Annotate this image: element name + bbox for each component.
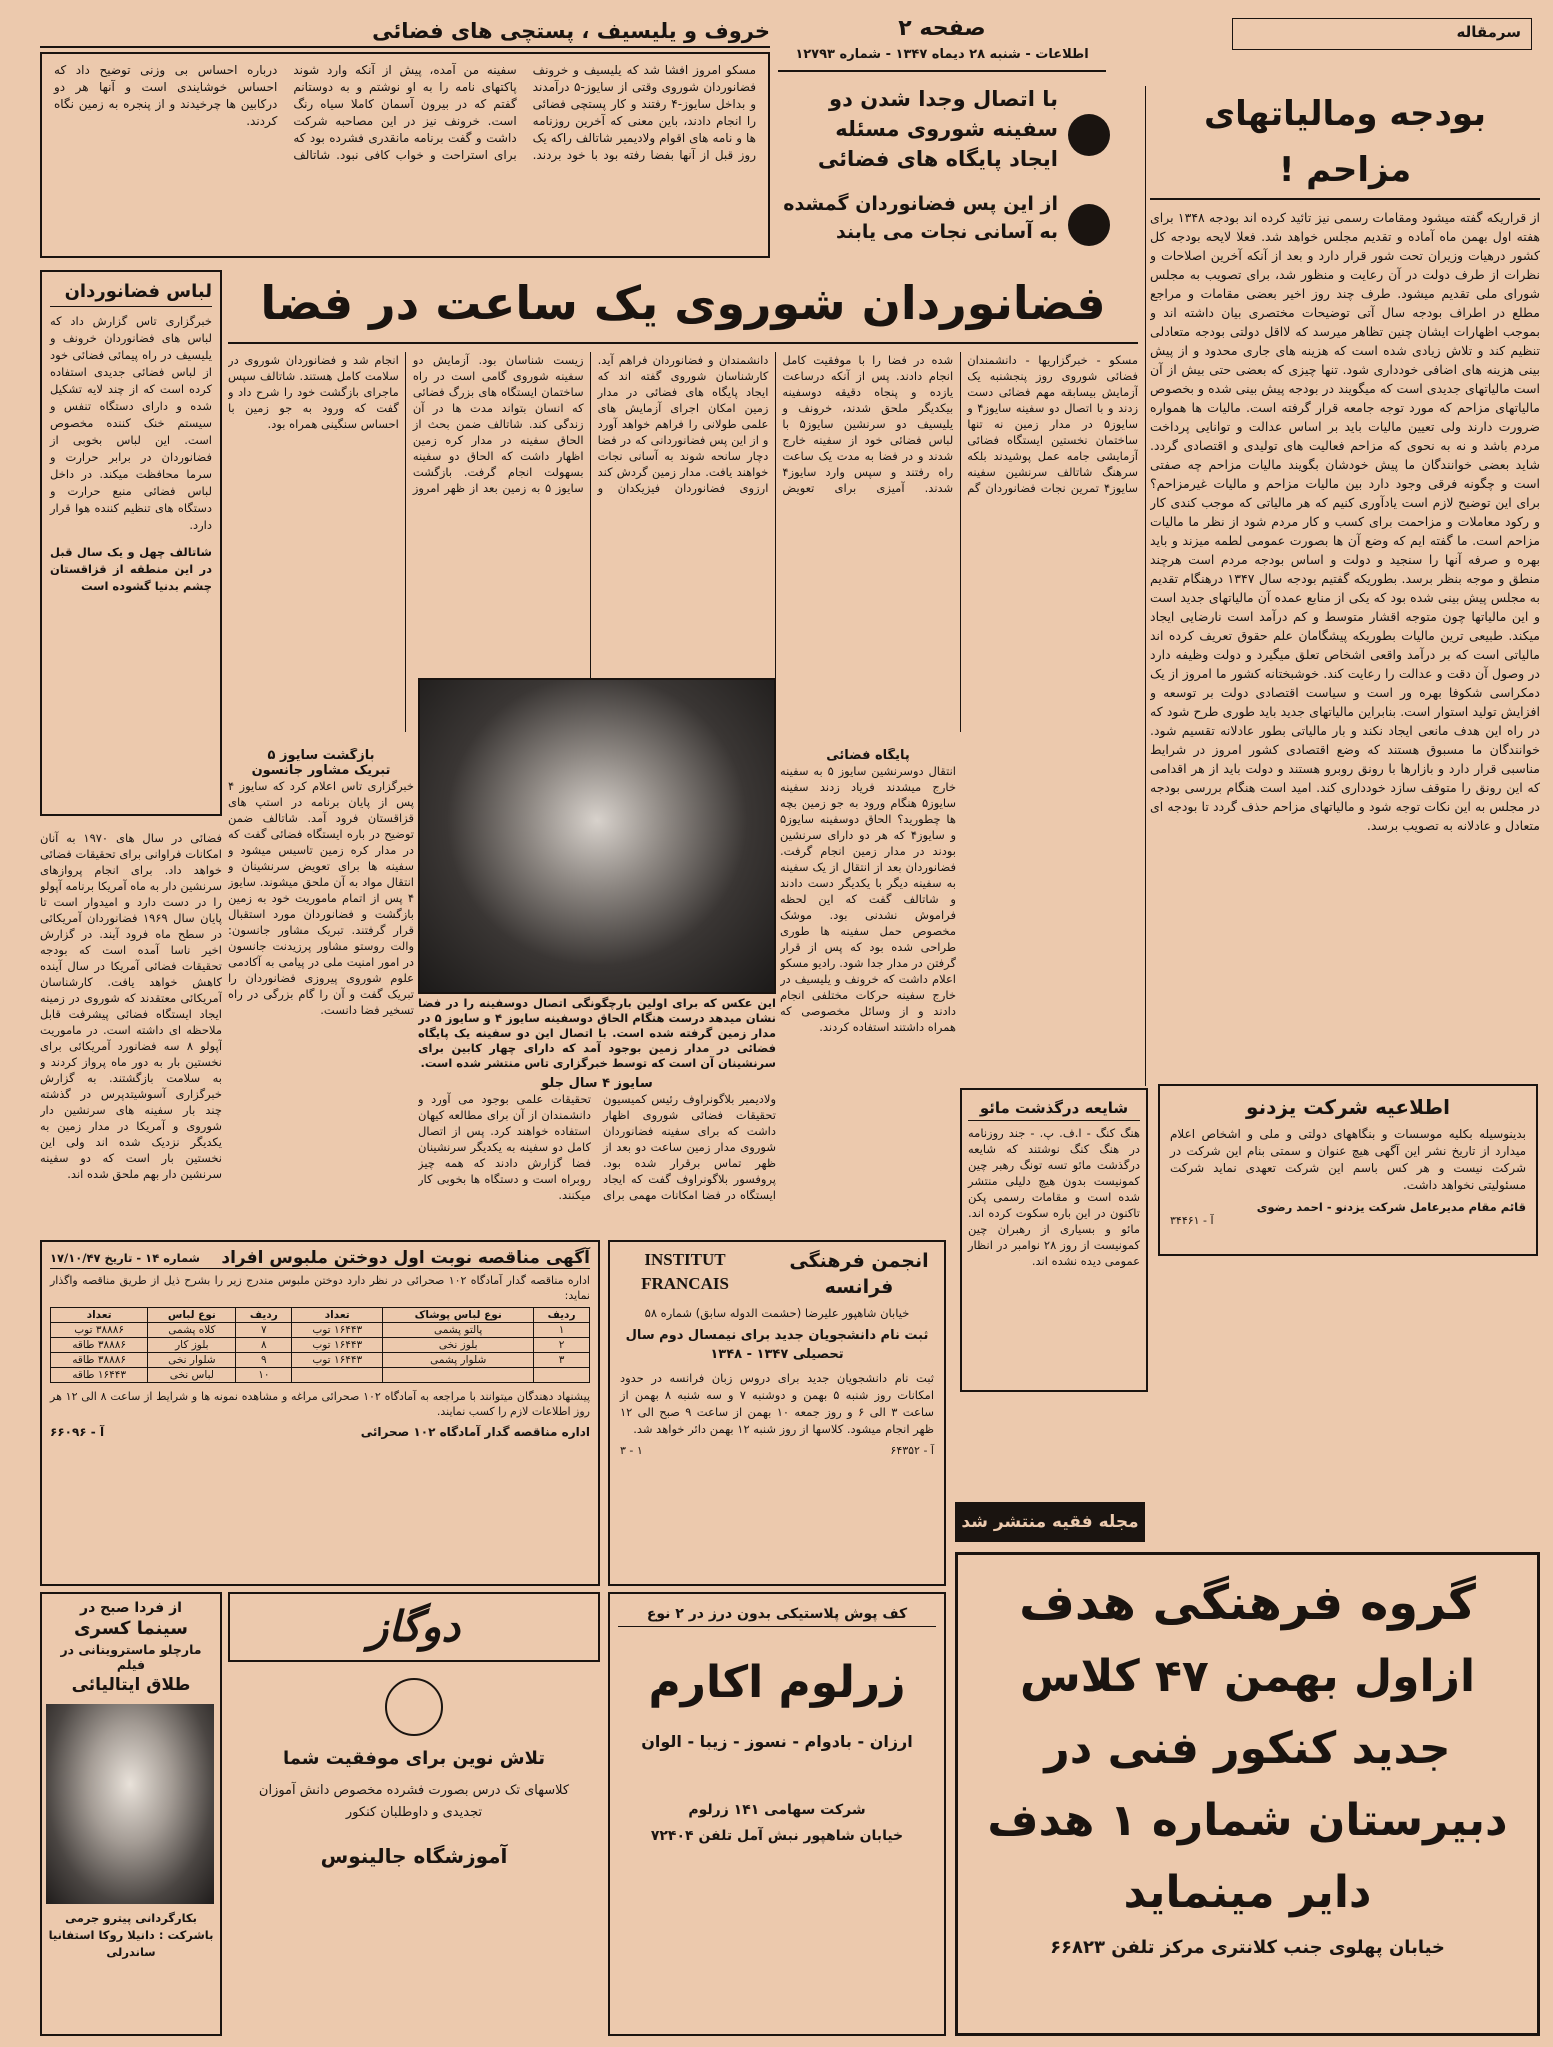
hadaf-line-3: جدید کنکور فنی در bbox=[1044, 1723, 1451, 1774]
main-story-body: مسکو - خبرگزاریها - دانشمندان فضائی شوروی روز پنجشنبه یک آزمایش بیسابقه مهم فضائی دست زدند و با اتصال دو سفینه سایوز۴ و سایوز۵ در مدار زمین نه تنها ساختمان نخستین ایستگاه فضائی آزمایشی جامه عمل پوشیدند بلکه سرهنگ شاتالف سرنشین سفینه سایوز۴ تمرین نجات فضانوردان گم شده در فضا را با موفقیت کامل انجام دادند. پس از آنکه درساعت یازده و پنجاه دقیقه دوسفینه بیکدیگر ملحق شدند، خرونف و یلیسیف دو سرنشین سایوز۵ با لباس فضائی خود از سفینه خارج شدند و در فضا به مدت یک ساعت راه رفتند و سپس وارد سایوز۴ شدند. آمیزی برای تعویض دانشمندان و فضانوردان فراهم آید. کارشناسان شوروی گفته اند که ایجاد پایگاه های فضائی در مدار زمین امکان اجرای آزمایش های علمی طولانی را فراهم خواهد آورد و از این پس فضانوردانی که در فضا دچار سانحه شوند به آسانی نجات خواهند یافت. مدار زمین گردش کند ارزوی فضانوردان فیزیکدان و زیست شناسان بود. آزمایش دو سفینه شوروی گامی است در راه ساختمان ایستگاه های بزرگ فضائی که انسان بتواند مدت ها در آن زندگی کند. شاتالف ضمن بحث از الحاق سفینه در مدار کره زمین اظهار داشت که الحاق دو سفینه بسهولت انجام گرفت. بازگشت سایوز ۵ به زمین بعد از ظهر امروز انجام شد و فضانوردان شوروی در سلامت کامل هستند. شاتالف سپس ماجرای بازگشت خود را شرح داد و گفت که ورود به جو زمین با احساس سنگینی همراه بود. bbox=[228, 353, 1138, 495]
editorial-tag: سرمقاله bbox=[1232, 18, 1532, 50]
subhead-space-base: پایگاه فضائی bbox=[826, 748, 910, 763]
spacesuit-heading: لباس فضانوردان bbox=[50, 278, 212, 307]
dateline: اطلاعات - شنبه ۲۸ دیماه ۱۳۴۷ - شماره ۱۲۷۹۳ bbox=[795, 47, 1089, 62]
rumor-heading: شایعه درگذشت مائو bbox=[968, 1096, 1140, 1121]
subhead-soyuz: سایوز ۴ سال جلو bbox=[541, 1076, 653, 1091]
cinema-credits: بکارگردانی پیترو جرمی باشرکت : دانیلا روکا استفانیا ساندرلی bbox=[48, 1911, 214, 1959]
french-code-2: ۱ - ۳ bbox=[620, 1444, 643, 1457]
mao-rumor-box bbox=[960, 1088, 1148, 1392]
table-row: ۱ پالتو پشمی ۱۶۴۴۳ توب ۷ کلاه پشمی ۳۸۸۸۶ توب bbox=[51, 1323, 590, 1338]
school-body: کلاسهای تک درس بصورت فشرده مخصوص دانش آموزان تجدیدی و داوطلبان کنکور bbox=[258, 1783, 570, 1820]
hadaf-footer: خیابان پهلوی جنب کلانتری مرکز تلفن ۶۶۸۲۳ bbox=[1050, 1937, 1445, 1958]
hadaf-line-2: ازاول بهمن ۴۷ کلاس bbox=[1019, 1651, 1476, 1702]
editorial bbox=[1150, 86, 1540, 1076]
postmen-heading: خروف و یلیسیف ، پستچی های فضائی bbox=[40, 16, 770, 48]
table-row: ۳ شلوار پشمی ۱۶۴۴۳ توب ۹ شلوار نخی ۳۸۸۸۶ طاقه bbox=[51, 1353, 590, 1368]
story-column-e: بازگشت سایوز ۵ تبریک مشاور جانسون خبرگزاری تاس اعلام کرد که سایوز ۴ پس از پایان برنامه در استپ های قزاقستان فرود آمد. شاتالف ضمن توضیح در باره ایستگاه فضائی گفت که در مدار کره زمین تاسیس میشود و سفینه ها برای تعویض سرنشینان و انتقال مواد به آن ملحق میشوند. سایوز ۴ پس از اتمام ماموریت خود به زمین بازگشت و فضانوردان مورد استقبال قرار گرفتند. تبریک مشاور جانسون: والت روستو مشاور پرزیدنت جانسون در امور امنیت ملی در پیامی به آکادمی علوم شوروی پیروزی فضانوردان را تبریک گفت و آن را گام بزرگی در راه تسخیر فضا دانست. bbox=[228, 748, 414, 1017]
hadaf-ad bbox=[955, 1552, 1540, 2036]
dogaz-logo: دوگاز bbox=[367, 1602, 461, 1651]
bullet-icon bbox=[1068, 114, 1110, 156]
french-heading: انجمن فرهنگی فرانسه bbox=[789, 1250, 929, 1298]
table-row: ۱۰ لباس نخی ۱۶۴۴۳ طاقه bbox=[51, 1368, 590, 1383]
yazdno-heading: اطلاعیه شرکت یزدنو bbox=[1246, 1095, 1450, 1119]
yazdno-notice bbox=[1158, 1084, 1538, 1256]
yazdno-signature: قائم مقام مدیرعامل شرکت یزدنو - احمد رضوی bbox=[1256, 1200, 1526, 1214]
french-body: ثبت نام دانشجویان جدید برای دروس زبان فرانسه در حدود امکانات روز شنبه ۵ بهمن و دوشنبه ۷ و سه شنبه ۸ بهمن از ساعت ۳ الی ۶ و روز جمعه ۱۰ بهمن از ساعت ۹ صبح الی ۱۲ ظهر انجام میشود. کلاسها از روز شنبه ۱۲ بهمن دائر خواهد شد. bbox=[620, 1371, 935, 1436]
yazdno-code: آ - ۳۴۴۶۱ bbox=[1170, 1214, 1214, 1227]
dogaz-ad bbox=[228, 1592, 600, 1662]
tender-intro: اداره مناقصه گدار آمادگاه ۱۰۲ صحرائی در نظر دارد دوختن ملبوس مندرج زیر را بشرح ذیل از طریق مناقصه واگذار نماید: bbox=[50, 1274, 590, 1302]
jalinous-school-ad bbox=[228, 1668, 600, 2036]
us-space-story: فضائی در سال های ۱۹۷۰ به آنان امکانات فراوانی برای تحقیقات فضائی خواهد داد. برای انجام پروازهای سرنشین دار به ماه آمریکا برنامه آپولو را در دست دارد و امیدوار است تا پایان سال ۱۹۶۹ فضانوردان آمریکائی در سطح ماه فرود آیند. در گزارش اخیر ناسا آمده است که بودجه تحقیقات فضائی آمریکا در سال آینده کاهش خواهد یافت. کارشناسان آمریکائی معتقدند که شوروی در زمینه ایجاد ایستگاه فضائی پیشرفت قابل ملاحظه ای داشته است. در ماموریت آپولو ۸ سه فضانورد آمریکائی برای نخستین بار به دور ماه پرواز کردند و به سلامت بازگشتند. به گزارش خبرگزاری آسوشیتدپرس در گذشته چند بار سفینه های سرنشین دار شوروی و آمریکا در مدار زمین به یکدیگر نزدیک شده اند ولی این نخستین بار است که دو سفینه سرنشین دار بهم ملحق شده اند. bbox=[40, 831, 222, 1181]
headline-docking: با اتصال وجدا شدن دو سفینه شوروی مسئله ایجاد پایگاه های فضائی bbox=[780, 84, 1110, 174]
hadaf-line-4: دبیرستان شماره ۱ هدف bbox=[987, 1795, 1508, 1846]
school-emblem-icon bbox=[385, 1678, 443, 1736]
tender-footer: پیشنهاد دهندگان میتوانند با مراجعه به آمادگاه ۱۰۲ صحرائی مراغه و مشاهده نمونه ها و شرایط از ساعت ۸ الی ۱۲ هر روز اطلاعات لازم را کسب نمایند. bbox=[50, 1390, 591, 1418]
subhead-johnson: تبریک مشاور جانسون bbox=[251, 763, 391, 778]
bullet-icon bbox=[1068, 204, 1110, 246]
table-row: ۲ بلوز نخی ۱۶۴۴۳ توب ۸ بلوز کار ۳۸۸۸۶ طاقه bbox=[51, 1338, 590, 1353]
zarlum-ad bbox=[608, 1592, 946, 2036]
headline-rescue: از این پس فضانوردان گمشده به آسانی نجات می یابند bbox=[780, 190, 1110, 260]
spacesuit-note: شاتالف چهل و یک سال قبل در این منطقه از قزاقستان چشم بدنیا گشوده است bbox=[50, 545, 212, 593]
story-column-c: پایگاه فضائی انتقال دوسرنشین سایوز ۵ به سفینه خارج میشدند فریاد زدند سفینه سایوز۵ هنگام ورود به جو زمین بچه ها چطورید؟ الحاق دوسفینه سایوز۵ و سایوز۴ که هر دو دارای سرنشین بودند در مدار زمین انجام گرفت. فضانوردان بعد از انتقال از یک سفینه به سفینه دیگر با یکدیگر دست دادند و شاتالف گفت که این لحظه فراموش نشدنی بود. موشک مخصوص حمل سفینه ها طوری طراحی شده بود که پس از قرار گرفتن در مدار جدا شود. رادیو مسکو اعلام داشت که خرونف و یلیسیف در خارج سفینه حرکات مختلفی انجام دادند و از وسائل مخصوصی که همراه داشتند استفاده کردند. bbox=[780, 748, 956, 1034]
zarlum-company: شرکت سهامی ۱۴۱ زرلوم bbox=[688, 1802, 866, 1818]
school-heading: تلاش نوین برای موفقیت شما bbox=[282, 1748, 546, 1769]
editorial-body: از قراریکه گفته میشود ومقامات رسمی نیز تائید کرده اند بودجه ۱۳۴۸ برای هفته اول بهمن ماه آماده و تقدیم مجلس خواهد شد. فعلا لایحه بودجه کل کشور درهیات وزیران تحت شور قرار دارد و بعد از آنکه آخرین اصلاحات و نظرات از طرف دولت در آن رعایت و منظور شد، برای تصویب به مجلس شورای ملی تقدیم میشود. طرف چند روز اخیر بعضی مقامات و مراجع مطلع در اطراف بودجه سال آتی توضیحات مختصری بیان داشته اند و بموجب اظهارات ایشان چنین تظاهر میرسد که لااقل دولتی بودجه متعادلی تنظیم کند و تلاش زیادی شده است که هزینه های جاری محدود و از پیش بینی هزینه های اضافی خودداری شود. تنها چیزی که بعضی حتی بیش از آن است مالیاتهای جدیدی است که میگویند در بودجه پیش بینی شده و بخصوص مالیاتهای مزاحم که مورد توجه جامعه قرار گرفته است. مالیات ها همواره ضرورت دارند ولی تعیین مالیات باید بر اساس عدالت و توانایی پرداخت مردم باشد و نه به نحوی که مزاحم فعالیت های تولیدی و اقتصادی گردد. شاید بعضی خوانندگان ما پیش خودشان بگویند مالیات مزاحم چه صفتی است و چگونه فرقی وجود دارد بین مالیات مزاحم و مالیات غیرمزاحم؟ برای این توضیح لازم است یادآوری کنیم که هر مالیاتی که موجب کندی کار و رکود معاملات و مزاحمت برای کسب و کار مردم شود از نظر ما مالیات مزاحم است. ما گفته ایم که وضع آن ها بصورت عمومی لطمه میزند و باید بهره و صرفه آنها را سنجید و دولت و اساس بودجه مردم است هرچند منطق و موجه بنظر برسد. بطوریکه گفتیم بودجه سال ۱۳۴۷ درهنگام تقدیم به مجلس پیش بینی شده بود که یکی از منابع عمده آن مالیاتهای جدید است و این مالیاتها چون متوجه اقشار متوسط و کم درآمد است نارضایی ایجاد میکند. طبیعی ترین مالیات بطوریکه پیشگامان علم حقوق تعریف کرده اند مالیاتی است که بر درآمد واقعی اشخاص تعلق میگیرد و دولت وظیفه دارد در وصول آن دقت و عدالت را رعایت کند. خوشبختانه کشور ما امروز از یک دمکراسی شکوفا بهره ور است و سیاست اقتصادی دولت بر توسعه و افزایش تولید استوار است. بنابراین مالیاتهای جدید باید طوری طرح شود که در راه این هدف مانعی ایجاد نکند و بار مالیاتی بطور عادلانه تقسیم شود. خوانندگان ما مسبوق هستند که وضع اقتصادی کشور امروز در شرایط مناسبی قرار دارد و بازارها با رونق روبرو هستند و دولت باید از هر اقدامی که این رونق را متوقف سازد خودداری کند. امید است هنگام بررسی بودجه در مجلس به این نکات توجه شود و مالیاتهای مزاحم حذف گردد تا بودجه ای متعادل و عادلانه به تصویب برسد. bbox=[1150, 210, 1540, 833]
spacesuit-body: خبرگزاری تاس گزارش داد که لباس های فضانوردان خرونف و یلیسیف در راه پیمائی فضائی خود از لباس فضائی جدیدی استفاده کرده است که از چند لایه تشکیل شده و دارای دستگاه تنفس و سیستم خنک کننده مخصوص است. این لباس بخوبی از فضانوردان در برابر حرارت و سرما محافظت میکند. در داخل لباس فضائی منبع حرارت و دستگاه های تنظیم کننده هوا قرار دارد. bbox=[50, 314, 212, 532]
photo-caption: این عکس که برای اولین بارچگونگی اتصال دوسفینه را در فضا نشان میدهد درست هنگام الحاق دوسفینه سایوز ۴ و سایوز ۵ در مدار زمین گرفته شده است. با اتصال این دو سفینه یک پایگاه فضائی در مدار زمین بوجود آمد که دارای چهار کابین برای سرنشینان آن است که توسط خبرگزاری تاس منتشر شده است. bbox=[418, 996, 776, 1070]
hadaf-line-1: گروه فرهنگی هدف bbox=[1019, 1575, 1476, 1631]
french-subheading: ثبت نام دانشجویان جدید برای نیمسال دوم سال تحصیلی ۱۳۴۷ - ۱۳۴۸ bbox=[625, 1328, 929, 1362]
french-code: آ - ۶۴۳۵۲ bbox=[890, 1444, 934, 1457]
tender-heading: آگهی مناقصه نوبت اول دوختن ملبوس افراد شماره ۱۴ - تاریخ ۱۷/۱۰/۴۷ bbox=[50, 1248, 590, 1268]
page-number: صفحه ۲ bbox=[898, 16, 986, 41]
zarlum-brand: زرلوم اکارم bbox=[648, 1657, 906, 1708]
cinema-ad: از فردا صبح در سینما کسری مارچلو ماستروینانی در فیلم طلاق ایتالیائی بکارگردانی پیترو جرمی باشرکت : دانیلا روکا استفانیا ساندرلی bbox=[40, 1592, 222, 2036]
french-logo: INSTITUT FRANCAIS bbox=[641, 1250, 729, 1293]
tender-ad bbox=[40, 1240, 600, 1586]
zarlum-qualities: ارزان - بادوام - نسوز - زیبا - الوان bbox=[641, 1732, 913, 1751]
actor-photo bbox=[46, 1704, 214, 1904]
school-name: آموزشگاه جالینوس bbox=[320, 1844, 508, 1868]
yazdno-body: بدینوسیله بکلیه موسسات و بنگاههای دولتی و ملی و اشخاص اعلام میدارد از تاریخ نشر این آگهی هیچ عنوان و سمتی بنام این شرکت در شرکت نیست و هر کس باسم این شرکت تعهدی نماید شرکت مسئولیتی نخواهد داشت. bbox=[1170, 1127, 1526, 1192]
page-header bbox=[778, 14, 1106, 72]
editorial-title: بودجه ومالیاتهای مزاحم ! bbox=[1150, 86, 1540, 200]
french-institute-ad bbox=[608, 1240, 946, 1586]
main-headline: فضانوردان شوروی یک ساعت در فضا bbox=[228, 268, 1138, 344]
hadaf-line-5: دایر مینماید bbox=[1123, 1867, 1372, 1918]
spacesuit-box bbox=[40, 270, 222, 816]
zarlum-address: خیابان شاهپور نبش آمل تلفن ۷۲۴۰۴ bbox=[650, 1828, 904, 1844]
rumor-body: هنگ کنگ - ا.ف. پ. - جند روزنامه در هنگ کنگ نوشتند که شایعه درگذشت مائو تسه تونگ رهبر چین کمونیست بدون هیچ دلیلی منتشر شده است و مقامات رسمی پکن تاکنون در این باره سکوت کرده اند. مائو و بسیاری از رهبران چین کمونیست از روز ۲۸ نوامبر در انظار عمومی دیده نشده اند. bbox=[968, 1126, 1140, 1268]
french-address: خیابان شاهپور علیرضا (حشمت الدوله سابق) شماره ۵۸ bbox=[644, 1306, 910, 1320]
zarlum-top: کف پوش پلاستیکی بدون درز در ۲ نوع bbox=[618, 1602, 936, 1627]
story-column-d: سایوز ۴ سال جلو ولادیمیر بلاگونراوف رئیس کمیسیون تحقیقات فضائی شوروی اظهار داشت که برای سفینه فضانوردان شوروی مدار زمین ساعت دو بعد از ظهر تماس برقرار شده بود. پروفسور بلاگونراوف گفت که ایجاد ایستگاه در فضا امکانات مهمی برای تحقیقات علمی بوجود می آورد و دانشمندان از آن برای مطالعه کیهان استفاده خواهند کرد. پس از اتصال کامل دو سفینه به یکدیگر سرنشینان فضا گزارش دادند که همه چیز روبراه است و دستگاه ها بخوبی کار میکنند. bbox=[418, 1076, 776, 1202]
magazine-banner: مجله فقیه منتشر شد bbox=[955, 1502, 1145, 1542]
docking-photo bbox=[418, 678, 776, 994]
tender-table: ردیف نوع لباس پوشاک تعداد ردیف نوع لباس تعداد ۱ پالتو پشمی ۱۶۴۴۳ توب ۷ کلاه پشمی ۳۸۸۸۶ توب ۲ بلوز نخی ۱۶۴۴۳ توب ۸ بلوز کار ۳۸۸۸۶ طاقه ۳ شلوار پشمی ۱۶۴۴۳ توب ۹ شلوار نخی ۳۸۸۸۶ طاقه ۱۰ لباس نخی ۱۶۴۴۳ طاقه bbox=[50, 1307, 590, 1383]
subhead-return: بازگشت سایوز ۵ bbox=[267, 748, 375, 763]
tender-signature: اداره مناقصه گدار آمادگاه ۱۰۲ صحرائی آ - ۶۶۰۹۶ bbox=[50, 1425, 590, 1439]
postmen-body: مسکو امروز افشا شد که یلیسیف و خرونف فضانوردان شوروی وقتی از سایوز-۵ درآمدند و بداخل سایوز-۴ رفتند و کار پستچی فضائی را انجام دادند، باین معنی که آخرین روزنامه ها و نامه های اقوام ولادیمیر شاتالف راکه یک روز قبل از آنها بفضا رفته بود با خود بردند. سفینه من آمده، پیش از آنکه وارد شوند پاکتهای نامه را به او نوشتم و به دوستانم گفتم که در بیرون آسمان کاملا سیاه رنگ است. خرونف نیز در این مصاحبه شرکت داشت و گفت برنامه مانقدری فشرده بود که برای استراحت و خواب کافی نبود. شاتالف درباره احساس بی وزنی توضیح داد که احساس خوشایندی است و آنها هر دو درکابین ها چرخیدند و از پنجره به زمین نگاه کردند. bbox=[54, 63, 756, 162]
postmen-story bbox=[40, 52, 770, 258]
